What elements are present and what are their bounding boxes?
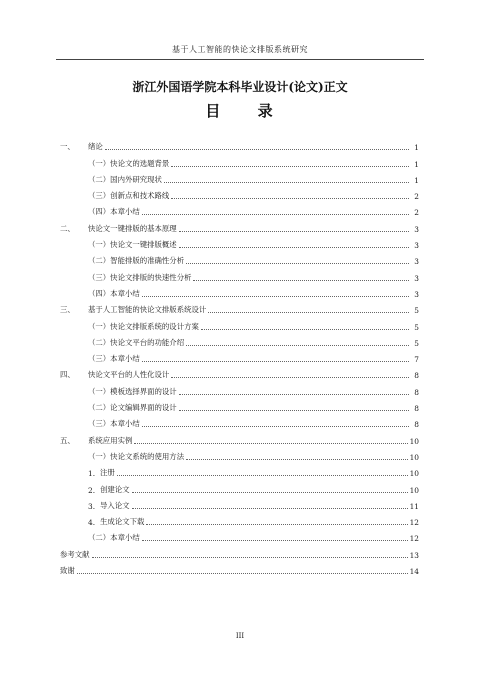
toc-entry[interactable] <box>60 169 419 185</box>
toc-leader-dots <box>179 409 409 411</box>
toc-leader-dots <box>142 539 408 541</box>
toc-entry[interactable] <box>60 397 419 413</box>
toc-entry-label: 快论文平台的人性化设计 <box>88 370 170 380</box>
toc-entry-number: 2. <box>88 485 96 495</box>
toc-heading: 目 录 <box>205 102 275 120</box>
toc-entry-page: 12 <box>409 518 419 528</box>
toc-entry[interactable] <box>60 560 419 576</box>
toc-entry-page: 3 <box>414 224 419 234</box>
toc-entry[interactable] <box>60 543 419 559</box>
toc-entry-number: 四、 <box>60 370 75 380</box>
toc-entry[interactable] <box>60 332 419 348</box>
toc-entry-number: 一、 <box>60 142 75 152</box>
toc-entry-page: 11 <box>409 501 419 511</box>
toc-entry-page: 2 <box>414 192 419 202</box>
toc-entry[interactable] <box>60 185 419 201</box>
toc-entry-page: 7 <box>414 355 419 365</box>
toc-entry-page: 1 <box>414 175 419 185</box>
toc-leader-dots <box>77 572 408 574</box>
toc-entry-page: 8 <box>414 371 419 381</box>
toc-entry-label: （二）国内外研究现状 <box>88 174 162 184</box>
toc-entry-label: （三）快论文排版的快速性分析 <box>88 272 192 282</box>
toc-entry-label: （一）快论文的选题背景 <box>88 158 170 168</box>
toc-entry[interactable] <box>60 299 419 315</box>
toc-entry-page: 2 <box>414 208 419 218</box>
toc-entry[interactable] <box>60 364 419 380</box>
toc-entry-label: （二）本章小结 <box>88 533 140 543</box>
toc-entry-number: 1. <box>88 469 96 479</box>
toc-leader-dots <box>179 393 409 395</box>
toc-entry-label: （二）快论文平台的功能介绍 <box>88 337 185 347</box>
toc-leader-dots <box>186 458 408 460</box>
toc-entry-number: 4. <box>88 518 96 528</box>
toc-entry-number: 五、 <box>60 435 75 445</box>
toc-entry-label: 参考文献 <box>60 549 90 559</box>
toc-entry-page: 1 <box>414 143 419 153</box>
toc-entry[interactable] <box>60 348 419 364</box>
toc-leader-dots <box>208 311 409 313</box>
toc-entry-page: 14 <box>409 567 419 577</box>
toc-entry[interactable] <box>60 495 419 511</box>
toc-entry[interactable] <box>60 446 419 462</box>
toc-entry[interactable] <box>60 380 419 396</box>
toc-leader-dots <box>105 148 409 150</box>
toc-leader-dots <box>146 523 407 525</box>
toc-entry[interactable] <box>60 315 419 331</box>
toc-leader-dots <box>117 474 408 476</box>
toc-entry-label: （四）本章小结 <box>88 207 140 217</box>
toc-entry-page: 1 <box>414 159 419 169</box>
toc-entry-number: 二、 <box>60 223 75 233</box>
toc-leader-dots <box>186 262 409 264</box>
toc-entry-label: 基于人工智能的快论文排版系统设计 <box>88 305 207 315</box>
toc-entry-page: 10 <box>409 452 419 462</box>
toc-entry-page: 8 <box>414 420 419 430</box>
toc-entry[interactable] <box>60 283 419 299</box>
toc-leader-dots <box>142 213 409 215</box>
toc-entry-page: 13 <box>409 550 419 560</box>
toc-leader-dots <box>179 246 409 248</box>
toc-entry[interactable] <box>60 136 419 152</box>
toc-entry-page: 3 <box>414 289 419 299</box>
toc-leader-dots <box>142 295 409 297</box>
toc-entry[interactable] <box>60 217 419 233</box>
toc-entry-label: （三）本章小结 <box>88 419 140 429</box>
toc-entry[interactable] <box>60 462 419 478</box>
toc-entry-label: （二）智能排版的准确性分析 <box>88 256 185 266</box>
table-of-contents <box>60 136 419 576</box>
toc-leader-dots <box>134 442 407 444</box>
toc-entry[interactable] <box>60 527 419 543</box>
toc-entry-label: 快论文一键排版的基本原理 <box>88 223 177 233</box>
toc-entry-label: （四）本章小结 <box>88 288 140 298</box>
toc-leader-dots <box>171 165 409 167</box>
toc-entry-page: 5 <box>414 322 419 332</box>
toc-entry-label: （三）本章小结 <box>88 354 140 364</box>
toc-entry-label: （一）模板选择界面的设计 <box>88 386 177 396</box>
toc-entry[interactable] <box>60 511 419 527</box>
toc-entry-page: 5 <box>414 306 419 316</box>
toc-entry-page: 12 <box>409 534 419 544</box>
toc-leader-dots <box>179 230 409 232</box>
toc-leader-dots <box>142 360 409 362</box>
toc-entry[interactable] <box>60 201 419 217</box>
toc-leader-dots <box>171 197 409 199</box>
toc-leader-dots <box>186 344 409 346</box>
toc-leader-dots <box>193 279 409 281</box>
toc-entry-number: 3. <box>88 501 96 511</box>
toc-entry-label: （三）创新点和技术路线 <box>88 191 170 201</box>
document-title: 浙江外国语学院本科毕业设计(论文)正文 <box>132 80 348 94</box>
toc-entry-label: 创建论文 <box>100 484 130 494</box>
toc-entry-page: 10 <box>409 485 419 495</box>
toc-entry-page: 8 <box>414 387 419 397</box>
toc-entry-page: 10 <box>409 436 419 446</box>
toc-entry[interactable] <box>60 234 419 250</box>
toc-leader-dots <box>142 425 409 427</box>
toc-leader-dots <box>132 491 408 493</box>
toc-leader-dots <box>132 507 408 509</box>
running-header: 基于人工智能的快论文排版系统研究 <box>56 44 424 60</box>
toc-entry-page: 10 <box>409 469 419 479</box>
toc-entry[interactable] <box>60 413 419 429</box>
toc-entry-number: 三、 <box>60 305 75 315</box>
toc-entry[interactable] <box>60 250 419 266</box>
toc-entry-label: 生成论文下载 <box>100 517 145 527</box>
toc-entry-label: （二）论文编辑界面的设计 <box>88 403 177 413</box>
toc-entry-label: （一）快论文排版系统的设计方案 <box>88 321 199 331</box>
toc-entry[interactable] <box>60 152 419 168</box>
toc-entry-label: 注册 <box>100 468 115 478</box>
toc-entry[interactable] <box>60 266 419 282</box>
toc-entry-label: 绪论 <box>88 142 103 152</box>
toc-entry-label: （一）快论文一键排版概述 <box>88 240 177 250</box>
toc-leader-dots <box>201 328 409 330</box>
toc-entry-label: 导入论文 <box>100 500 130 510</box>
toc-entry-page: 3 <box>414 257 419 267</box>
toc-entry-page: 3 <box>414 273 419 283</box>
toc-entry-label: （一）快论文系统的使用方法 <box>88 451 185 461</box>
toc-entry-page: 3 <box>414 241 419 251</box>
toc-leader-dots <box>164 181 409 183</box>
toc-entry[interactable] <box>60 429 419 445</box>
toc-entry[interactable] <box>60 478 419 494</box>
page-number: III <box>235 632 245 640</box>
toc-entry-page: 8 <box>414 404 419 414</box>
toc-leader-dots <box>171 376 409 378</box>
toc-entry-page: 5 <box>414 338 419 348</box>
toc-leader-dots <box>92 556 408 558</box>
toc-entry-label: 系统应用实例 <box>88 435 133 445</box>
toc-entry-label: 致谢 <box>60 566 75 576</box>
